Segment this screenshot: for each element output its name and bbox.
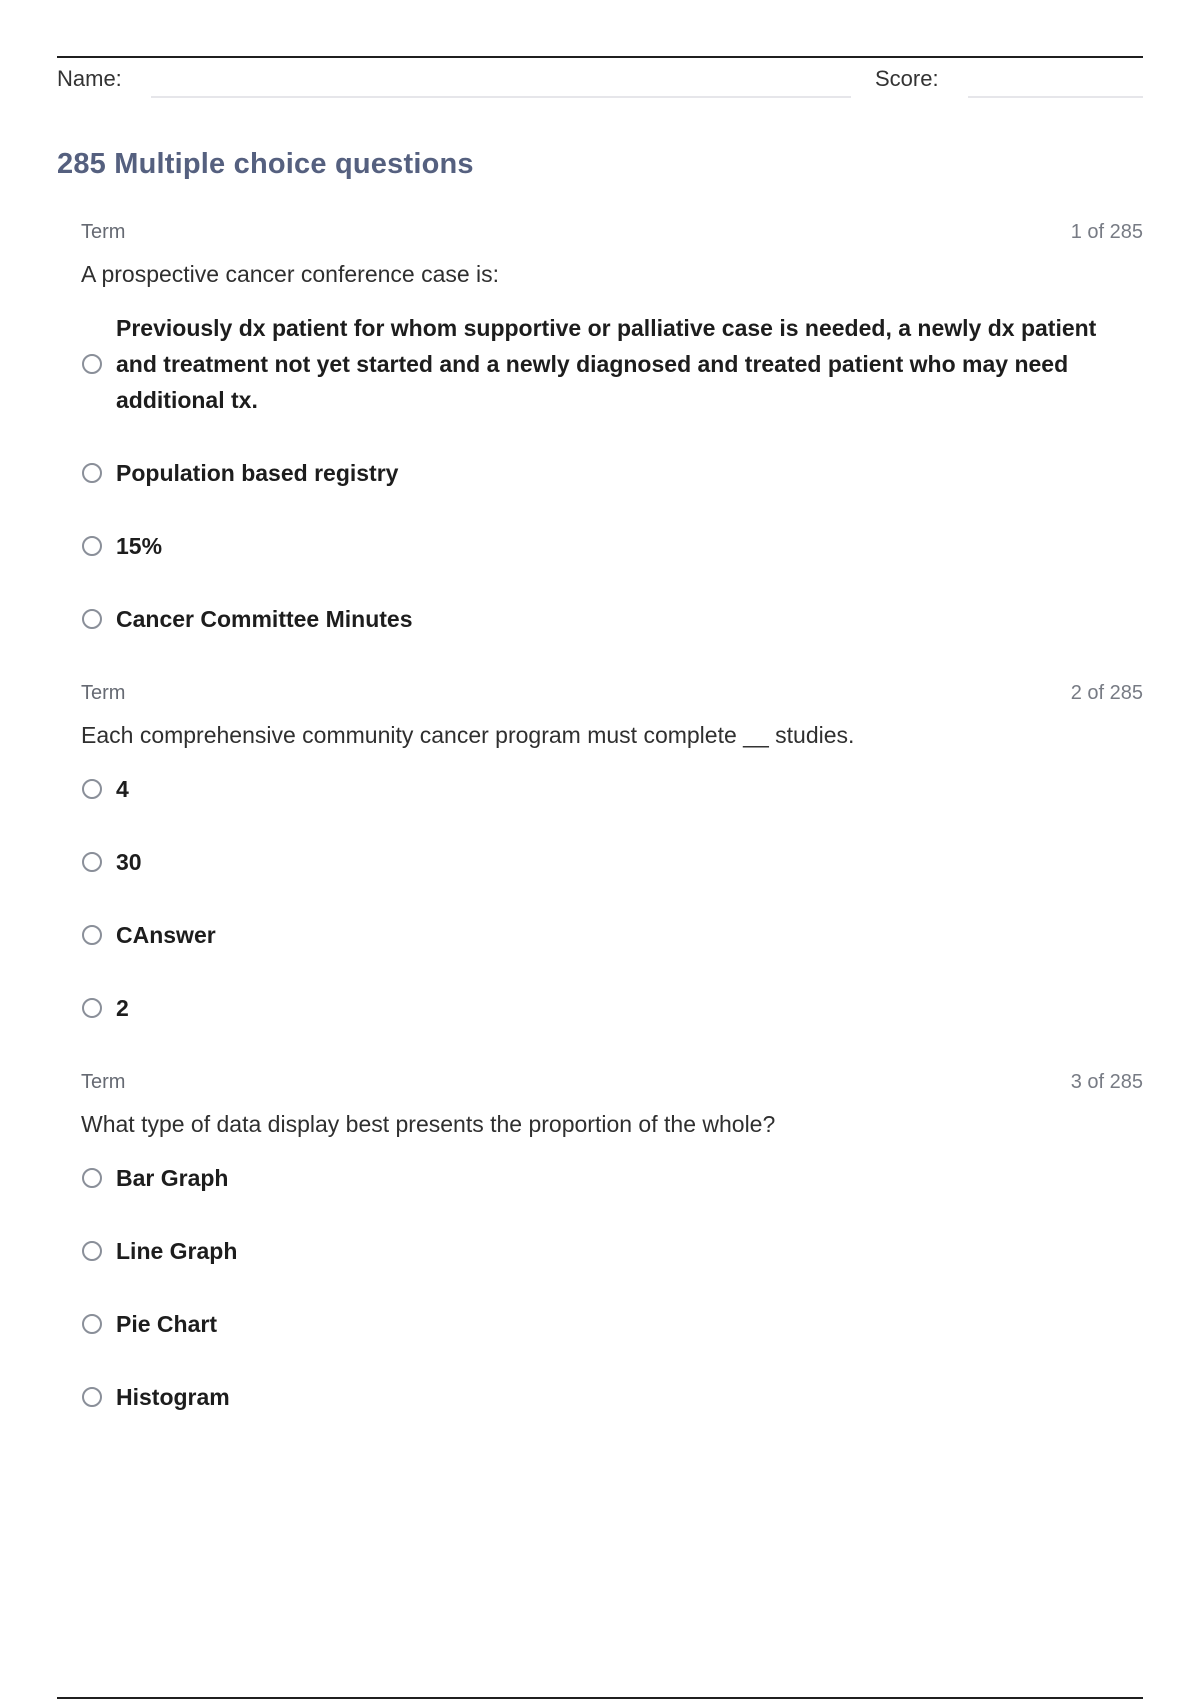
- option-label: Cancer Committee Minutes: [116, 606, 413, 632]
- radio-button-icon[interactable]: [82, 354, 102, 374]
- radio-button-icon[interactable]: [82, 609, 102, 629]
- term-label: Term: [81, 221, 126, 243]
- option-label: Line Graph: [116, 1238, 238, 1264]
- answer-option[interactable]: [81, 917, 1143, 953]
- answer-option[interactable]: [81, 990, 1143, 1026]
- answer-options: [81, 771, 1143, 1026]
- question-header: [81, 221, 1143, 247]
- option-label: CAnswer: [116, 922, 216, 948]
- answer-options: [81, 310, 1143, 637]
- radio-button-icon[interactable]: [82, 925, 102, 945]
- option-label: Histogram: [116, 1384, 230, 1410]
- answer-option[interactable]: [81, 528, 1143, 564]
- radio-button-icon[interactable]: [82, 1241, 102, 1261]
- option-label: Bar Graph: [116, 1165, 229, 1191]
- answer-option[interactable]: [81, 310, 1143, 418]
- option-label: Previously dx patient for whom supportive or palliative case is needed, a newly dx patient and treatment not yet started and a newly diagnosed and treated patient who may need additional tx.: [116, 315, 1097, 413]
- term-label: Term: [81, 682, 126, 704]
- radio-button-icon[interactable]: [82, 998, 102, 1018]
- answer-option[interactable]: [81, 844, 1143, 880]
- bottom-divider: [57, 1697, 1143, 1699]
- answer-option[interactable]: [81, 1379, 1143, 1415]
- question-counter: 2 of 285: [1070, 682, 1143, 704]
- option-label: 2: [116, 995, 129, 1021]
- radio-button-icon[interactable]: [82, 1387, 102, 1407]
- answer-option[interactable]: [81, 601, 1143, 637]
- page-title: 285 Multiple choice questions: [57, 148, 474, 180]
- radio-button-icon[interactable]: [82, 463, 102, 483]
- question-counter: 1 of 285: [1070, 221, 1143, 243]
- option-label: 30: [116, 849, 142, 875]
- radio-button-icon[interactable]: [82, 852, 102, 872]
- answer-option[interactable]: [81, 771, 1143, 807]
- answer-option[interactable]: [81, 455, 1143, 491]
- radio-button-icon[interactable]: [82, 1314, 102, 1334]
- header-row: [57, 58, 1143, 98]
- answer-option[interactable]: [81, 1306, 1143, 1342]
- question-card: [81, 682, 1143, 1026]
- question-prompt: What type of data display best presents the proportion of the whole?: [81, 1111, 776, 1137]
- radio-button-icon[interactable]: [82, 536, 102, 556]
- question-card: [81, 1071, 1143, 1415]
- question-prompt: Each comprehensive community cancer program must complete __ studies.: [81, 722, 855, 748]
- question-header: [81, 682, 1143, 708]
- score-label: Score:: [875, 66, 939, 91]
- option-label: Population based registry: [116, 460, 399, 486]
- worksheet-page: [57, 56, 1143, 1415]
- question-counter: 3 of 285: [1070, 1071, 1143, 1093]
- answer-options: [81, 1160, 1143, 1415]
- question-prompt: A prospective cancer conference case is:: [81, 261, 500, 287]
- term-label: Term: [81, 1071, 126, 1093]
- answer-option[interactable]: [81, 1160, 1143, 1196]
- answer-option[interactable]: [81, 1233, 1143, 1269]
- option-label: 15%: [116, 533, 163, 559]
- score-field-line[interactable]: [968, 96, 1143, 98]
- name-field-line[interactable]: [151, 96, 851, 98]
- question-card: [81, 221, 1143, 637]
- radio-button-icon[interactable]: [82, 779, 102, 799]
- radio-button-icon[interactable]: [82, 1168, 102, 1188]
- option-label: Pie Chart: [116, 1311, 217, 1337]
- name-label: Name:: [57, 66, 122, 91]
- question-header: [81, 1071, 1143, 1097]
- option-label: 4: [116, 776, 129, 802]
